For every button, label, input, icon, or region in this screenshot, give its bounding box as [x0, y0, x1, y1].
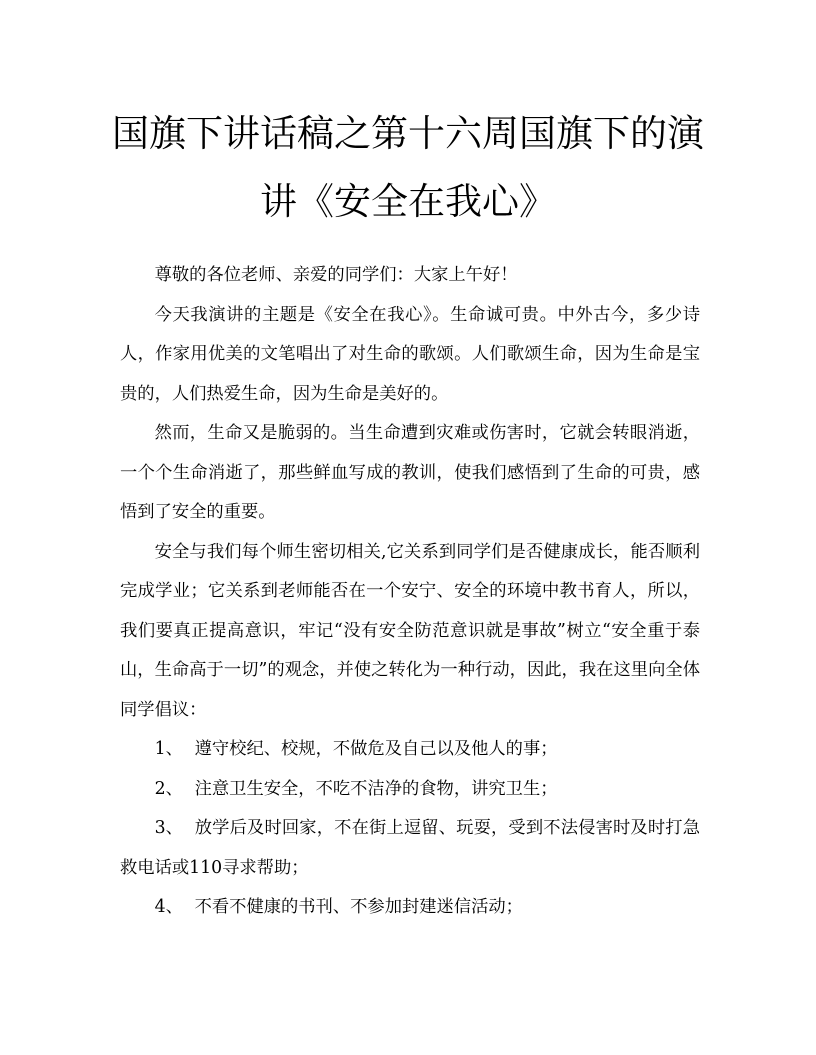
list-item-number: 1、: [154, 739, 183, 759]
list-item-text: 不看不健康的书刊、不参加封建迷信活动；: [194, 897, 523, 917]
list-item-number: 3、: [154, 818, 183, 838]
list-item-number: 4、: [154, 897, 183, 917]
title-line-1: 国旗下讲话稿之第十六周国旗下的演: [112, 112, 704, 155]
list-item: [120, 770, 700, 810]
document-body: [120, 256, 700, 928]
title-line-2: 讲《安全在我心》: [260, 180, 556, 223]
body-paragraph: 然而，生命又是脆弱的。当生命遭到灾难或伤害时，它就会转眼消逝，一个个生命消逝了，那些鲜血写成的教训，使我们感悟到了生命的可贵，感悟到了安全的重要。: [120, 423, 700, 522]
list-item-number: 2、: [154, 778, 183, 799]
list-item-text: 注意卫生安全，不吃不洁净的食物，讲究卫生；: [194, 778, 558, 799]
list-item: [120, 730, 700, 770]
list-item-text: 遵守校纪、校规，不做危及自己以及他人的事；: [194, 739, 558, 759]
document-title: [100, 100, 716, 236]
greeting-paragraph: 尊敬的各位老师、亲爱的同学们：大家上午好！: [154, 265, 518, 285]
body-paragraph: 安全与我们每个师生密切相关,它关系到同学们是否健康成长，能否顺利完成学业；它关系到老师能否在一个安宁、安全的环境中教书育人，所以，我们要真正提高意识，牢记“没有安全防范意识就是事故”树立“安全重于泰山，生命高于一切”的观念，并使之转化为一种行动，因此，我在这里向全体同学倡议：: [120, 541, 700, 720]
body-paragraph: 今天我演讲的主题是《安全在我心》。生命诚可贵。中外古今，多少诗人，作家用优美的文笔唱出了对生命的歌颂。人们歌颂生命，因为生命是宝贵的，人们热爱生命，因为生命是美好的。: [120, 304, 700, 404]
list-item-text: 放学后及时回家，不在街上逗留、玩耍，受到不法侵害时及时打急救电话或110寻求帮助；: [120, 818, 700, 878]
list-item: [120, 809, 700, 888]
list-item: [120, 888, 700, 928]
